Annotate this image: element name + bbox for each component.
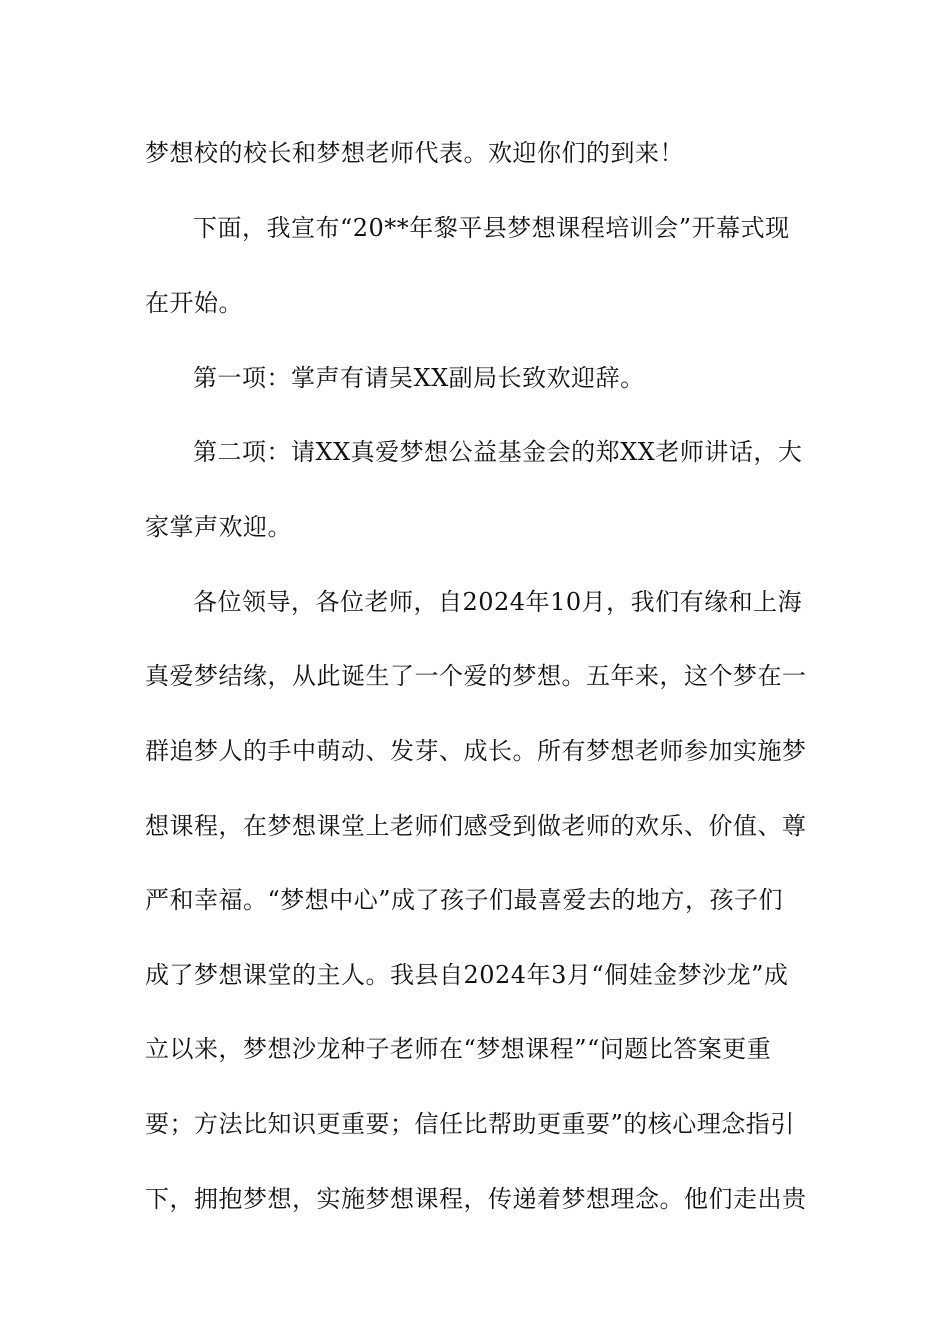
text-line-12: 成了梦想课堂的主人。我县自2024年3月“侗娃金梦沙龙”成 bbox=[145, 961, 789, 989]
text-line-1: 梦想校的校长和梦想老师代表。欢迎你们的到来！ bbox=[145, 139, 684, 167]
text-line-9: 群追梦人的手中萌动、发芽、成长。所有梦想老师参加实施梦 bbox=[145, 737, 807, 765]
text-line-6: 家掌声欢迎。 bbox=[145, 513, 292, 541]
text-line-5: 第二项：请XX真爱梦想公益基金会的郑XX老师讲话，大 bbox=[193, 438, 803, 466]
text-line-13: 立以来，梦想沙龙种子老师在“梦想课程”“问题比答案更重 bbox=[145, 1035, 772, 1063]
text-line-11: 严和幸福。“梦想中心”成了孩子们最喜爱去的地方，孩子们 bbox=[145, 886, 784, 914]
text-line-15: 下，拥抱梦想，实施梦想课程，传递着梦想理念。他们走出贵 bbox=[145, 1185, 807, 1213]
text-line-4: 第一项：掌声有请吴XX副局长致欢迎辞。 bbox=[193, 364, 645, 392]
text-line-7: 各位领导，各位老师，自2024年10月，我们有缘和上海 bbox=[193, 588, 803, 616]
text-line-3: 在开始。 bbox=[145, 289, 243, 317]
text-line-14: 要；方法比知识更重要；信任比帮助更重要”的核心理念指引 bbox=[145, 1110, 795, 1138]
text-line-2: 下面，我宣布“20**年黎平县梦想课程培训会”开幕式现 bbox=[193, 214, 790, 242]
text-line-8: 真爱梦结缘，从此诞生了一个爱的梦想。五年来，这个梦在一 bbox=[145, 662, 807, 690]
text-line-10: 想课程，在梦想课堂上老师们感受到做老师的欢乐、价值、尊 bbox=[145, 812, 807, 840]
